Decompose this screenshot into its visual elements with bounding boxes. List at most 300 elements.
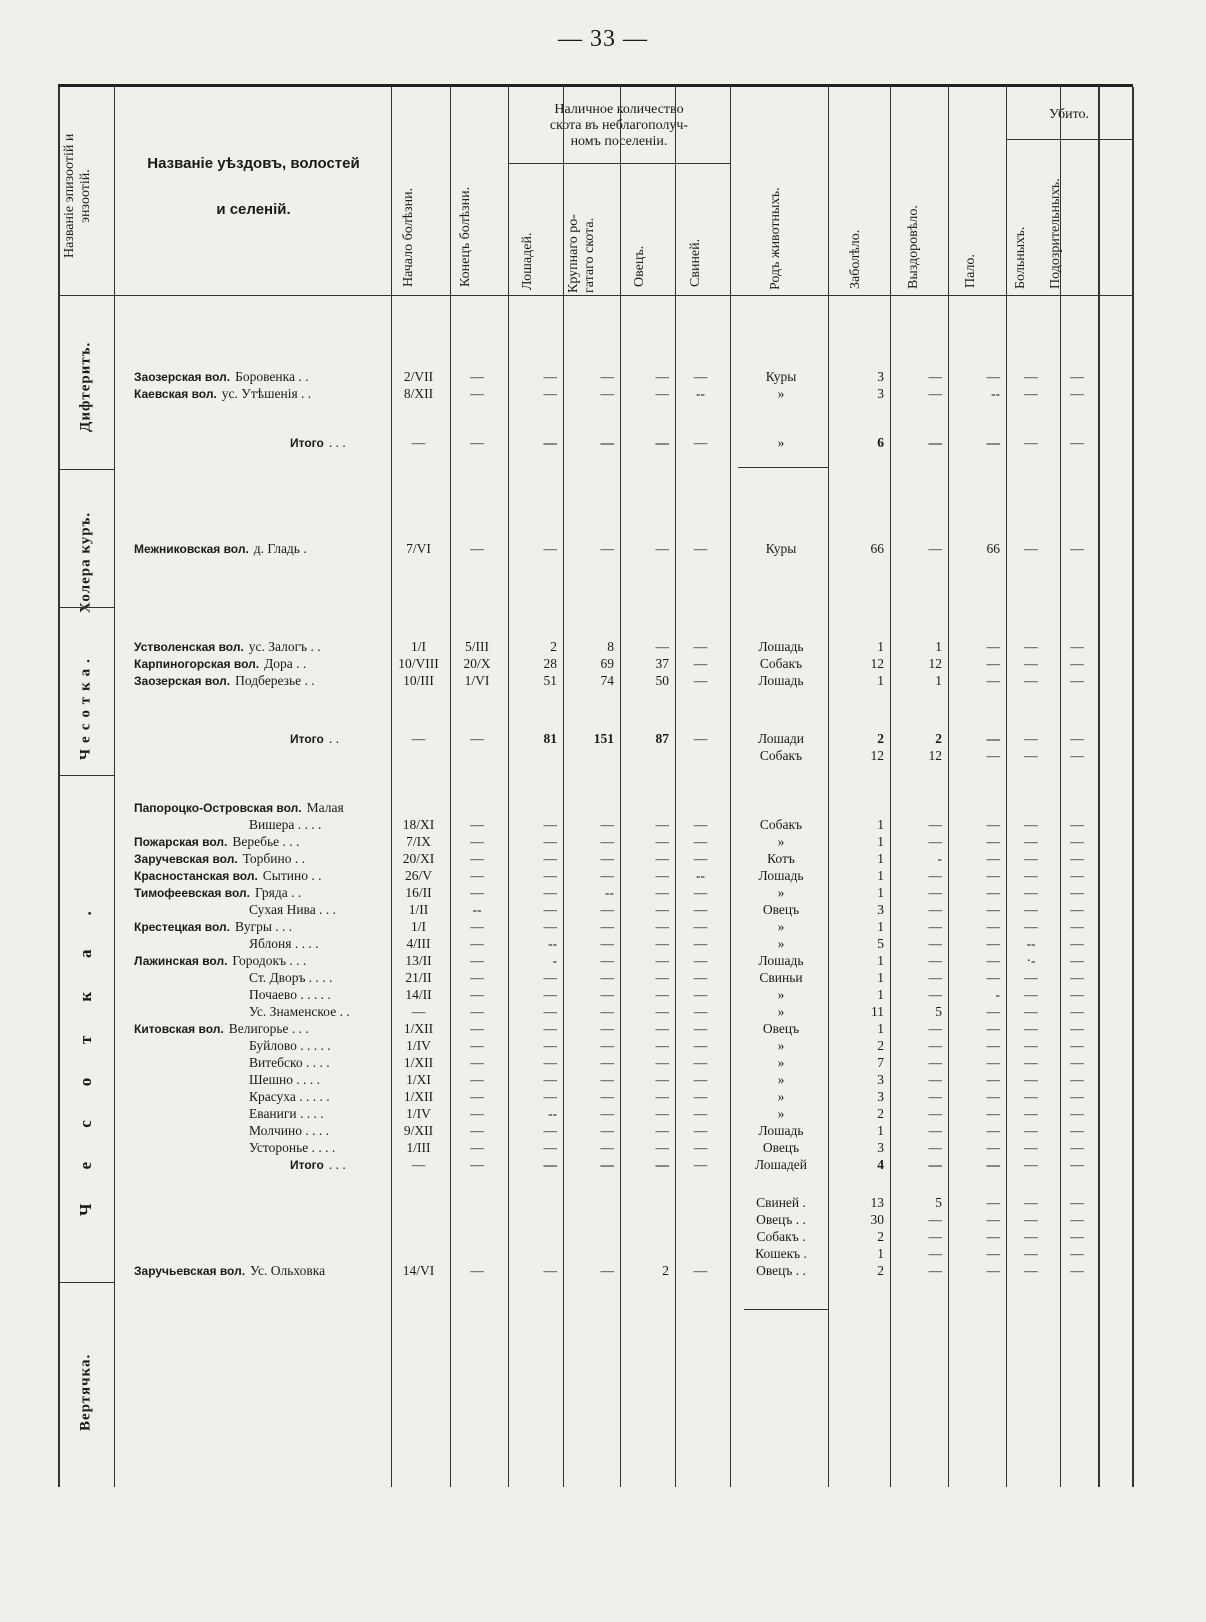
cell-start: 1/XII <box>403 1021 434 1036</box>
cell-h: — <box>543 1263 557 1278</box>
cell-died: — <box>986 748 1000 763</box>
cell-kind: » <box>777 435 785 450</box>
cell-s: — <box>655 1140 669 1155</box>
cell-end: — <box>470 1021 484 1036</box>
cell-h: — <box>543 386 557 401</box>
cell-ill: 1 <box>877 970 884 985</box>
cell-p: — <box>693 1021 708 1036</box>
column-rule <box>1132 87 1134 1487</box>
cell-kind: » <box>777 834 785 849</box>
cell-end: — <box>470 1157 484 1172</box>
cell-end: — <box>470 1106 484 1121</box>
cell-c: — <box>600 851 614 866</box>
cell-c: — <box>600 435 614 450</box>
row-settlement: . . <box>328 731 339 746</box>
cell-died: — <box>986 1263 1000 1278</box>
cell-c: — <box>600 1106 614 1121</box>
cell-rec: — <box>928 953 942 968</box>
cell-died: -- <box>991 386 1000 401</box>
cell-ill: 1 <box>877 639 884 654</box>
cell-susp: — <box>1070 1140 1084 1155</box>
cell-sick: — <box>1024 369 1038 384</box>
cell-ill: 3 <box>877 1089 884 1104</box>
cell-rec: — <box>928 1123 942 1138</box>
cell-start: 1/III <box>406 1140 431 1155</box>
cell-ill: 12 <box>870 748 884 763</box>
cell-kind: Кошекъ . <box>755 1246 807 1261</box>
cell-start: 1/II <box>408 902 429 917</box>
cell-ill: 2 <box>877 731 884 746</box>
row-settlement: ус. Залогъ . . <box>248 639 321 654</box>
cell-kind: Свиней . <box>756 1195 806 1210</box>
cell-s: — <box>655 386 669 401</box>
cell-rec: — <box>928 919 942 934</box>
cell-h: -- <box>548 936 557 951</box>
cell-died: — <box>986 731 1000 746</box>
cell-p: — <box>693 970 708 985</box>
section-scabies-2: Чесотка. <box>76 877 95 1217</box>
cell-died: — <box>986 919 1000 934</box>
cell-end: — <box>470 1004 484 1019</box>
cell-start: — <box>411 435 426 450</box>
cell-susp: — <box>1070 1021 1084 1036</box>
cell-p: — <box>693 1106 708 1121</box>
header-names <box>116 137 391 237</box>
cell-start: 13/II <box>405 953 432 968</box>
cell-p: — <box>693 817 708 832</box>
row-settlement: Вугры . . . <box>235 919 293 934</box>
epizootic-table <box>58 84 1133 1487</box>
cell-h: — <box>543 902 557 917</box>
cell-s: 87 <box>655 731 669 746</box>
cell-end: -- <box>472 902 482 917</box>
cell-end: — <box>470 1263 484 1278</box>
row-rule <box>58 469 114 470</box>
cell-c: — <box>600 1123 614 1138</box>
cell-s: — <box>655 541 669 556</box>
cell-sick: — <box>1024 1229 1038 1244</box>
cell-end <box>452 746 502 765</box>
cell-kind: Собакъ <box>759 817 803 832</box>
cell-s: — <box>655 1072 669 1087</box>
cell-died: — <box>986 1089 1000 1104</box>
cell-rec: — <box>928 987 942 1002</box>
column-rule <box>391 87 392 1487</box>
cell-rec: 1 <box>935 673 942 688</box>
cell-end: — <box>470 541 484 556</box>
cell-ill: 3 <box>877 386 884 401</box>
cell-end: 20/X <box>463 656 491 671</box>
cell-died: — <box>986 435 1000 450</box>
cell-sick: — <box>1024 1004 1038 1019</box>
cell-h: — <box>543 851 557 866</box>
row-settlement: . . . <box>328 435 346 450</box>
cell-kind: Овецъ <box>762 1140 800 1155</box>
cell-p: — <box>693 639 708 654</box>
cell-start: 14/VI <box>402 1263 435 1278</box>
row-district: Итого <box>290 1158 324 1172</box>
cell-h: — <box>543 369 557 384</box>
row-settlement: Велигорье . . . <box>228 1021 309 1036</box>
row-settlement: Малая <box>306 800 344 815</box>
cell-ill: 12 <box>870 656 884 671</box>
cell-ill: 3 <box>877 902 884 917</box>
row-settlement: Витебско . . . . <box>249 1055 330 1070</box>
cell-h: — <box>543 541 557 556</box>
cell-c: — <box>600 902 614 917</box>
cell-p <box>677 746 724 765</box>
cell-kind: » <box>777 936 785 951</box>
cell-died: - <box>995 987 1000 1002</box>
row-district: Тимофеевская вол. <box>134 886 250 900</box>
cell-ill: 1 <box>877 919 884 934</box>
row-settlement: Ус. Ольховка <box>250 1263 326 1278</box>
cell-end: — <box>470 386 484 401</box>
cell-susp: — <box>1070 673 1084 688</box>
cell-rec: — <box>928 386 942 401</box>
column-rule <box>890 87 891 1487</box>
column-rule <box>828 87 829 1487</box>
cell-ill: 1 <box>877 817 884 832</box>
cell-ill: 66 <box>870 541 884 556</box>
cell-rec: 12 <box>928 656 942 671</box>
row-settlement: Сытино . . <box>262 868 322 883</box>
cell-end: — <box>470 369 484 384</box>
cell-p: — <box>693 1089 708 1104</box>
cell-sick: — <box>1024 885 1038 900</box>
cell-rec: — <box>928 1229 942 1244</box>
row-settlement: Ст. Дворъ . . . . <box>249 970 333 985</box>
cell-start: 9/XII <box>403 1123 434 1138</box>
cell-rec: — <box>928 1106 942 1121</box>
cell-sick: — <box>1024 851 1038 866</box>
cell-c: — <box>600 817 614 832</box>
row-district: Итого <box>290 436 324 450</box>
row-name <box>134 1261 389 1280</box>
cell-h: — <box>543 970 557 985</box>
header-died: Пало. <box>963 254 978 288</box>
cell-end: — <box>470 1055 484 1070</box>
header-sheep: Овецъ. <box>632 245 647 287</box>
cell-ill: 2 <box>877 1263 884 1278</box>
cell-sick: — <box>1024 834 1038 849</box>
cell-p: — <box>693 1157 708 1172</box>
cell-rec: — <box>928 1263 942 1278</box>
row-settlement: ус. Утѣшенія . . <box>221 386 312 401</box>
cell-s: — <box>655 1106 669 1121</box>
cell-sick: — <box>1024 1263 1038 1278</box>
cell-susp: — <box>1070 541 1084 556</box>
row-settlement: Сухая Нива . . . <box>249 902 336 917</box>
cell-sick: — <box>1024 1055 1038 1070</box>
cell-h: — <box>543 1038 557 1053</box>
row-district: Межниковская вол. <box>134 542 249 556</box>
cell-s: 2 <box>662 1263 669 1278</box>
cell-p: — <box>693 1140 708 1155</box>
cell-died: — <box>986 970 1000 985</box>
header-pigs: Свиней. <box>688 238 703 287</box>
cell-kind: Собакъ . <box>756 1229 806 1244</box>
cell-kind: Куры <box>765 369 797 384</box>
cell-c: 69 <box>600 656 614 671</box>
cell-p: — <box>693 1004 708 1019</box>
cell-susp: — <box>1070 656 1084 671</box>
cell-sick: — <box>1024 1072 1038 1087</box>
cell-p: — <box>693 834 708 849</box>
cell-susp: — <box>1070 369 1084 384</box>
cell-p: — <box>693 987 708 1002</box>
cell-s: — <box>655 851 669 866</box>
column-rule <box>1060 87 1061 1487</box>
cell-susp: — <box>1070 902 1084 917</box>
cell-s: — <box>655 953 669 968</box>
row-settlement: Молчино . . . . <box>249 1123 329 1138</box>
cell-susp: — <box>1070 1089 1084 1104</box>
cell-p: — <box>693 369 708 384</box>
row-settlement: Боровенка . . <box>235 369 309 384</box>
row-settlement: . . . <box>328 1157 346 1172</box>
cell-c: — <box>600 541 614 556</box>
cell-sick: — <box>1024 639 1038 654</box>
cell-susp: — <box>1070 1195 1084 1210</box>
row-district: Каевская вол. <box>134 387 217 401</box>
cell-kind: Собакъ <box>759 656 803 671</box>
table-row <box>58 433 1133 452</box>
cell-c: — <box>600 386 614 401</box>
cell-died: — <box>986 936 1000 951</box>
cell-susp: — <box>1070 1246 1084 1261</box>
cell-rec: — <box>928 435 942 450</box>
cell-start: — <box>411 1157 426 1172</box>
cell-ill: 30 <box>870 1212 884 1227</box>
cell-start: 4/III <box>406 936 431 951</box>
cell-sick: — <box>1024 541 1038 556</box>
cell-rec: — <box>928 1246 942 1261</box>
table-row <box>58 746 1133 765</box>
cell-sick: — <box>1024 1140 1038 1155</box>
cell-rec: — <box>928 369 942 384</box>
cell-end: — <box>470 1123 484 1138</box>
cell-susp: — <box>1070 386 1084 401</box>
cell-died: — <box>986 656 1000 671</box>
cell-ill: 1 <box>877 987 884 1002</box>
cell-rec: — <box>928 834 942 849</box>
page-number: — 33 — <box>558 26 648 52</box>
cell-sick: — <box>1024 919 1038 934</box>
cell-p: — <box>693 673 708 688</box>
cell-rec: — <box>928 817 942 832</box>
row-settlement: Подберезье . . <box>235 673 315 688</box>
row-district: Лажинская вол. <box>134 954 228 968</box>
cell-died: — <box>986 1072 1000 1087</box>
header-end: Конецъ болѣзни. <box>458 186 473 287</box>
cell-p: — <box>693 1072 708 1087</box>
row-rule <box>58 775 114 776</box>
cell-died: 66 <box>986 541 1000 556</box>
row-settlement: Дора . . <box>264 656 307 671</box>
header-kind: Родъ животныхъ. <box>768 187 783 290</box>
cell-kind: » <box>777 1089 785 1104</box>
cell-rec: - <box>937 851 942 866</box>
cell-ill: 1 <box>877 673 884 688</box>
row-settlement: Городокъ . . . <box>232 953 307 968</box>
cell-sick: — <box>1024 731 1038 746</box>
cell-rec: — <box>928 936 942 951</box>
header-suspicious: Подозрительныхъ. <box>1048 178 1063 289</box>
cell-s: — <box>655 1157 669 1172</box>
cell-start <box>393 746 444 765</box>
row-settlement: Шешно . . . . <box>249 1072 320 1087</box>
cell-h: — <box>543 435 557 450</box>
cell-sick: — <box>1024 386 1038 401</box>
cell-susp: — <box>1070 1106 1084 1121</box>
row-district: Заозерская вол. <box>134 674 231 688</box>
cell-s: — <box>655 817 669 832</box>
cell-kind: » <box>777 987 785 1002</box>
cell-died: — <box>986 1140 1000 1155</box>
column-rule <box>114 87 115 1487</box>
cell-died: — <box>986 885 1000 900</box>
cell-c: — <box>600 936 614 951</box>
cell-start: 1/I <box>411 919 426 934</box>
cell-ill: 3 <box>877 1072 884 1087</box>
cell-kind: Овецъ <box>762 1021 800 1036</box>
cell-ill: 2 <box>877 1038 884 1053</box>
cell-c <box>565 746 614 765</box>
cell-end: — <box>470 987 484 1002</box>
cell-p: — <box>693 1055 708 1070</box>
cell-c: 151 <box>593 731 614 746</box>
cell-rec: — <box>928 902 942 917</box>
row-settlement: Устоpонье . . . . <box>249 1140 336 1155</box>
cell-rec: — <box>928 1140 942 1155</box>
cell-h: — <box>543 1157 557 1172</box>
cell-sick: — <box>1024 1212 1038 1227</box>
cell-c: — <box>600 953 614 968</box>
cell-s: 37 <box>655 656 669 671</box>
cell-s <box>622 746 669 765</box>
cell-ill: 13 <box>870 1195 884 1210</box>
cell-susp: — <box>1070 1072 1084 1087</box>
cell-p: — <box>693 936 708 951</box>
cell-rec: — <box>928 541 942 556</box>
cell-s: — <box>655 1004 669 1019</box>
cell-p: — <box>693 435 708 450</box>
cell-kind: Лошадь <box>758 639 804 654</box>
row-rule <box>738 467 828 468</box>
cell-susp: — <box>1070 1212 1084 1227</box>
cell-died: — <box>986 1157 1000 1172</box>
cell-sick: — <box>1024 1157 1038 1172</box>
cell-susp: — <box>1070 731 1084 746</box>
cell-c: — <box>600 987 614 1002</box>
row-settlement: Красуха . . . . . <box>249 1089 330 1104</box>
cell-h: — <box>543 919 557 934</box>
cell-s: — <box>655 885 669 900</box>
cell-kind: » <box>777 1106 785 1121</box>
cell-died: — <box>986 1004 1000 1019</box>
cell-p: — <box>693 1038 708 1053</box>
cell-susp: — <box>1070 987 1084 1002</box>
cell-susp: — <box>1070 919 1084 934</box>
cell-c: — <box>600 1140 614 1155</box>
row-district: Заручевская вол. <box>134 852 238 866</box>
row-district: Устволенская вол. <box>134 640 244 654</box>
cell-h <box>510 746 557 765</box>
cell-susp: — <box>1070 834 1084 849</box>
cell-rec: — <box>928 1089 942 1104</box>
cell-p: — <box>693 1263 708 1278</box>
cell-died: — <box>986 1212 1000 1227</box>
cell-end: — <box>470 435 484 450</box>
cell-rec: — <box>928 868 942 883</box>
cell-sick: — <box>1024 987 1038 1002</box>
cell-susp: — <box>1070 817 1084 832</box>
row-rule <box>744 1309 828 1310</box>
cell-s: — <box>655 1021 669 1036</box>
cell-c: 8 <box>607 639 614 654</box>
cell-start: 7/VI <box>406 541 431 556</box>
row-settlement: Вишера . . . . <box>249 817 322 832</box>
column-rule <box>450 87 451 1487</box>
cell-end: — <box>470 953 484 968</box>
header-killed-group: Убито. <box>1048 107 1090 122</box>
cell-h: — <box>543 987 557 1002</box>
cell-c: — <box>600 868 614 883</box>
cell-sick: — <box>1024 1021 1038 1036</box>
cell-ill: 1 <box>877 1021 884 1036</box>
cell-sick: — <box>1024 673 1038 688</box>
cell-start: 8/XII <box>403 386 434 401</box>
header-sick: Больныхъ. <box>1013 226 1028 289</box>
cell-sick: -- <box>1026 936 1036 951</box>
cell-start: 20/XI <box>402 851 435 866</box>
cell-died: — <box>986 834 1000 849</box>
cell-died: — <box>986 902 1000 917</box>
cell-p: — <box>693 885 708 900</box>
cell-h: — <box>543 868 557 883</box>
cell-s: — <box>655 936 669 951</box>
cell-start: 10/VIII <box>398 656 439 671</box>
column-rule <box>508 87 509 1487</box>
cell-susp: — <box>1070 936 1084 951</box>
cell-c: — <box>600 1021 614 1036</box>
row-district: Карпиногорская вол. <box>134 657 260 671</box>
cell-rec: — <box>928 1021 942 1036</box>
cell-p: — <box>693 902 708 917</box>
cell-rec: — <box>928 1072 942 1087</box>
cell-kind: Лошадей <box>754 1157 808 1172</box>
cell-kind: Лошадь <box>758 673 804 688</box>
cell-ill: 1 <box>877 1246 884 1261</box>
table-row <box>58 539 1133 558</box>
cell-kind: » <box>777 919 785 934</box>
cell-end: — <box>470 731 484 746</box>
cell-s: — <box>655 834 669 849</box>
cell-kind: Лошадь <box>758 1123 804 1138</box>
cell-sick: — <box>1024 1123 1038 1138</box>
cell-sick: — <box>1024 902 1038 917</box>
cell-end: — <box>470 851 484 866</box>
cell-start: 21/II <box>405 970 432 985</box>
row-district: Китовская вол. <box>134 1022 224 1036</box>
section-scabies-1: Чесотка. <box>77 653 94 761</box>
cell-h: — <box>543 1021 557 1036</box>
cell-end: 1/VI <box>464 673 490 688</box>
table-row <box>58 1155 1133 1174</box>
cell-susp: — <box>1070 885 1084 900</box>
cell-rec: — <box>928 970 942 985</box>
